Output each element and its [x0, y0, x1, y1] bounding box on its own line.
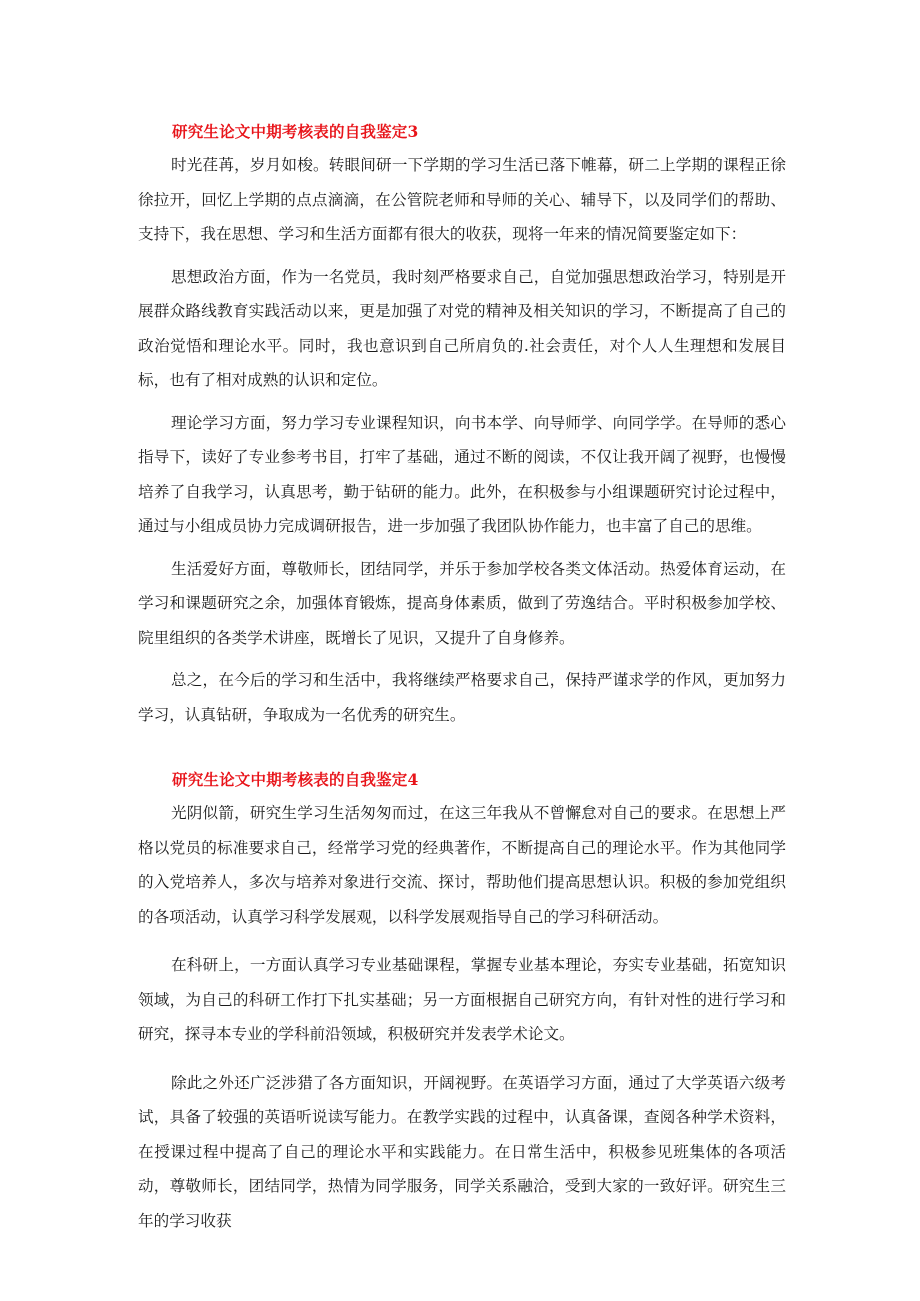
section-title-4: 研究生论文中期考核表的自我鉴定4: [172, 770, 419, 789]
document-content: [138, 118, 786, 1238]
paragraph: 除此之外还广泛涉猎了各方面知识，开阔视野。在英语学习方面，通过了大学英语六级考试，具备了较强的英语听说读写能力。在教学实践的过程中，认真备课，查阅各种学术资料，在授课过程中提高了自己的理论水平和实践能力。在日常生活中，积极参见班集体的各项活动，尊敬师长，团结同学，热情为同学服务，同学关系融洽，受到大家的一致好评。研究生三年的学习收获: [138, 1073, 786, 1230]
section-title-3: 研究生论文中期考核表的自我鉴定3: [172, 122, 419, 141]
paragraph: 总之，在今后的学习和生活中，我将继续严格要求自己，保持严谨求学的作风，更加努力学习，认真钻研，争取成为一名优秀的研究生。: [138, 671, 786, 724]
paragraph: 思想政治方面，作为一名党员，我时刻严格要求自己，自觉加强思想政治学习，特别是开展群众路线教育实践活动以来，更是加强了对党的精神及相关知识的学习，不断提高了自己的政治觉悟和理论水平。同时，我也意识到自己所肩负的.社会责任，对个人人生理想和发展目标，也有了相对成熟的认识和定位。: [138, 267, 786, 389]
paragraph: 在科研上，一方面认真学习专业基础课程，掌握专业基本理论，夯实专业基础，拓宽知识领域，为自己的科研工作打下扎实基础；另一方面根据自己研究方向，有针对性的进行学习和研究，探寻本专业的学科前沿领域，积极研究并发表学术论文。: [138, 956, 786, 1043]
paragraph: 生活爱好方面，尊敬师长，团结同学，并乐于参加学校各类文体活动。热爱体育运动，在学习和课题研究之余，加强体育锻炼，提高身体素质，做到了劳逸结合。平时积极参加学校、院里组织的各类学术讲座，既增长了见识，又提升了自身修养。: [138, 559, 786, 647]
paragraph: 理论学习方面，努力学习专业课程知识，向书本学、向导师学、向同学学。在导师的悉心指导下，读好了专业参考书目，打牢了基础，通过不断的阅读，不仅让我开阔了视野，也慢慢培养了自我学习，认真思考，勤于钻研的能力。此外，在积极参与小组课题研究讨论过程中，通过与小组成员协力完成调研报告，进一步加强了我团队协作能力，也丰富了自己的思维。: [138, 413, 786, 535]
paragraph: 光阴似箭，研究生学习生活匆匆而过，在这三年我从不曾懈怠对自己的要求。在思想上严格以党员的标准要求自己，经常学习党的经典著作，不断提高自己的理论水平。作为其他同学的入党培养人，多次与培养对象进行交流、探讨，帮助他们提高思想认识。积极的参加党组织的各项活动，认真学习科学发展观，以科学发展观指导自己的学习科研活动。: [138, 804, 786, 926]
paragraph: 时光荏苒，岁月如梭。转眼间研一下学期的学习生活已落下帷幕，研二上学期的课程正徐徐拉开，回忆上学期的点点滴滴，在公管院老师和导师的关心、辅导下，以及同学们的帮助、支持下，我在思想、学习和生活方面都有很大的收获，现将一年来的情况简要鉴定如下：: [138, 156, 786, 243]
